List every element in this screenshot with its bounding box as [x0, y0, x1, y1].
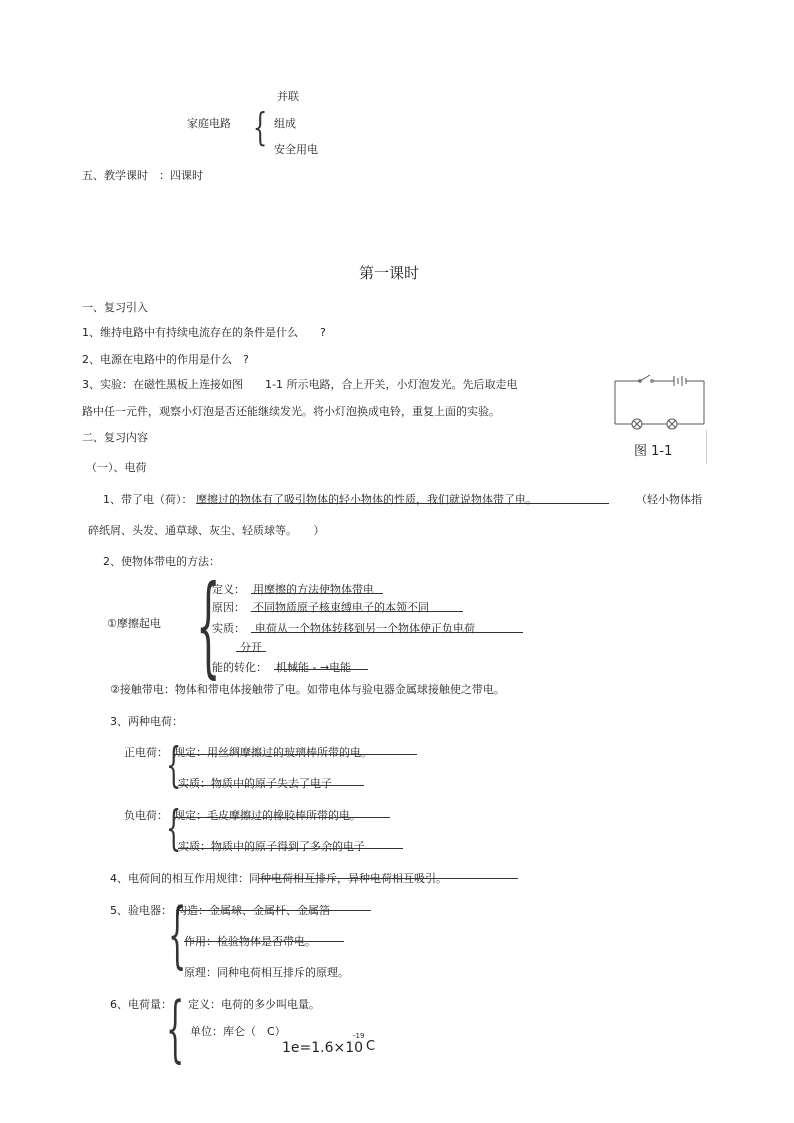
item5-structure: 构造：金属球、金属杆、金属箔 — [176, 904, 330, 917]
brace-icon: { — [168, 892, 187, 976]
subsection-charge: （一）、电荷 — [86, 461, 147, 474]
item6-unit-c: C — [366, 1039, 376, 1054]
friction-energy-value: 机械能 - →电能 — [276, 661, 352, 674]
figure-edge — [706, 430, 707, 464]
friction-essence-value: 电荷从一个物体转移到另一个物体使正负电荷 — [255, 622, 475, 635]
review-intro-heading: 一、复习引入 — [82, 301, 148, 314]
negative-charge-essence: 实质：物质中的原子得到了多余的电子 — [178, 840, 365, 853]
question-3-line2: 路中任一元件，观察小灯泡是否还能继续发光。将小灯泡换成电铃，重复上面的实验。 — [82, 405, 500, 418]
item4-law: 4、电荷间的相互作用规律：同种电荷相互排斥，异种电荷相互吸引。 — [110, 872, 447, 885]
friction-def-label: 定义： — [212, 583, 245, 596]
lesson-title: 第一课时 — [359, 264, 420, 282]
friction-essence-label: 实质： — [212, 622, 245, 635]
tree-item-safety: 安全用电 — [274, 143, 318, 156]
tree-item-composition: 组成 — [274, 117, 296, 130]
item6-label: 6、电荷量： — [110, 998, 172, 1011]
negative-charge-def: 规定：毛皮摩擦过的橡胶棒所带的电。 — [174, 809, 361, 822]
item1-body: 摩擦过的物体有了吸引物体的轻小物体的性质，我们就说物体带了电。 — [196, 493, 537, 506]
friction-cause-value: 不同物质原子核束缚电子的本领不同 — [253, 601, 429, 614]
brace-icon: { — [166, 737, 182, 793]
brace-icon: { — [166, 986, 185, 1070]
fill-line — [174, 754, 417, 755]
item1-label: 1、带了电（荷）： — [103, 493, 193, 506]
tree-item-parallel: 并联 — [277, 90, 299, 103]
friction-energy-label: 能的转化： — [212, 661, 267, 674]
item6-exponent: -19 — [353, 1032, 365, 1040]
tree-root-household-circuit: 家庭电路 — [187, 117, 231, 130]
item1-line2: 碎纸屑、头发、通草球、灰尘、轻质球等。 ） — [88, 524, 325, 537]
item5-label: 5、验电器： — [110, 904, 172, 917]
item3-heading: 3、两种电荷： — [110, 715, 183, 728]
brace-icon: { — [252, 105, 268, 149]
fill-line — [178, 785, 364, 786]
friction-label: ①摩擦起电 — [107, 617, 161, 630]
fill-line — [174, 817, 390, 818]
positive-charge-def: 规定：用丝绸摩擦过的玻璃棒所带的电。 — [174, 746, 372, 759]
question-3-line1: 3、实验：在磁性黑板上连接如图 1-1 所示电路，合上开关，小灯泡发光。先后取走电 — [82, 378, 518, 391]
friction-cause-label: 原因： — [212, 601, 245, 614]
fill-line — [251, 611, 463, 612]
friction-def-value: 用摩擦的方法使物体带电 — [253, 583, 374, 596]
figure-label: 图 1-1 — [634, 444, 673, 459]
fill-line — [178, 848, 403, 849]
fill-line — [251, 593, 383, 594]
friction-essence-value2: 分开 — [240, 641, 262, 654]
question-2: 2、电源在电路中的作用是什么 ? — [82, 353, 249, 366]
fill-line — [251, 632, 523, 633]
item5-principle: 原理：同种电荷相互排斥的原理。 — [184, 966, 349, 979]
fill-line — [196, 503, 609, 504]
contact-charging: ②接触带电：物体和带电体接触带了电。如带电体与验电器金属球接触使之带电。 — [110, 683, 505, 696]
positive-charge-label: 正电荷： — [124, 746, 168, 759]
fill-line — [176, 910, 371, 911]
negative-charge-label: 负电荷： — [124, 809, 168, 822]
fill-line — [258, 878, 518, 879]
section-5-heading: 五、教学课时 ：四课时 — [82, 169, 203, 182]
item6-definition: 定义：电荷的多少叫电量。 — [188, 998, 320, 1011]
item6-unit: 单位：库仑（ C） — [190, 1025, 286, 1038]
item6-formula: 1e=1.6×10 — [282, 1040, 364, 1056]
item1-note: （轻小物体指 — [636, 493, 702, 506]
brace-icon: { — [166, 800, 182, 856]
circuit-diagram — [612, 372, 710, 438]
item5-use: 作用：检验物体是否带电。 — [184, 935, 316, 948]
brace-icon: { — [196, 561, 221, 689]
fill-line — [236, 651, 266, 652]
item2-heading: 2、使物体带电的方法： — [103, 555, 220, 568]
positive-charge-essence: 实质：物质中的原子失去了电子 — [178, 777, 332, 790]
fill-line — [274, 669, 368, 670]
question-1: 1、维持电路中有持续电流存在的条件是什么 ? — [82, 326, 326, 339]
fill-line — [184, 941, 344, 942]
review-content-heading: 二、复习内容 — [82, 431, 148, 444]
